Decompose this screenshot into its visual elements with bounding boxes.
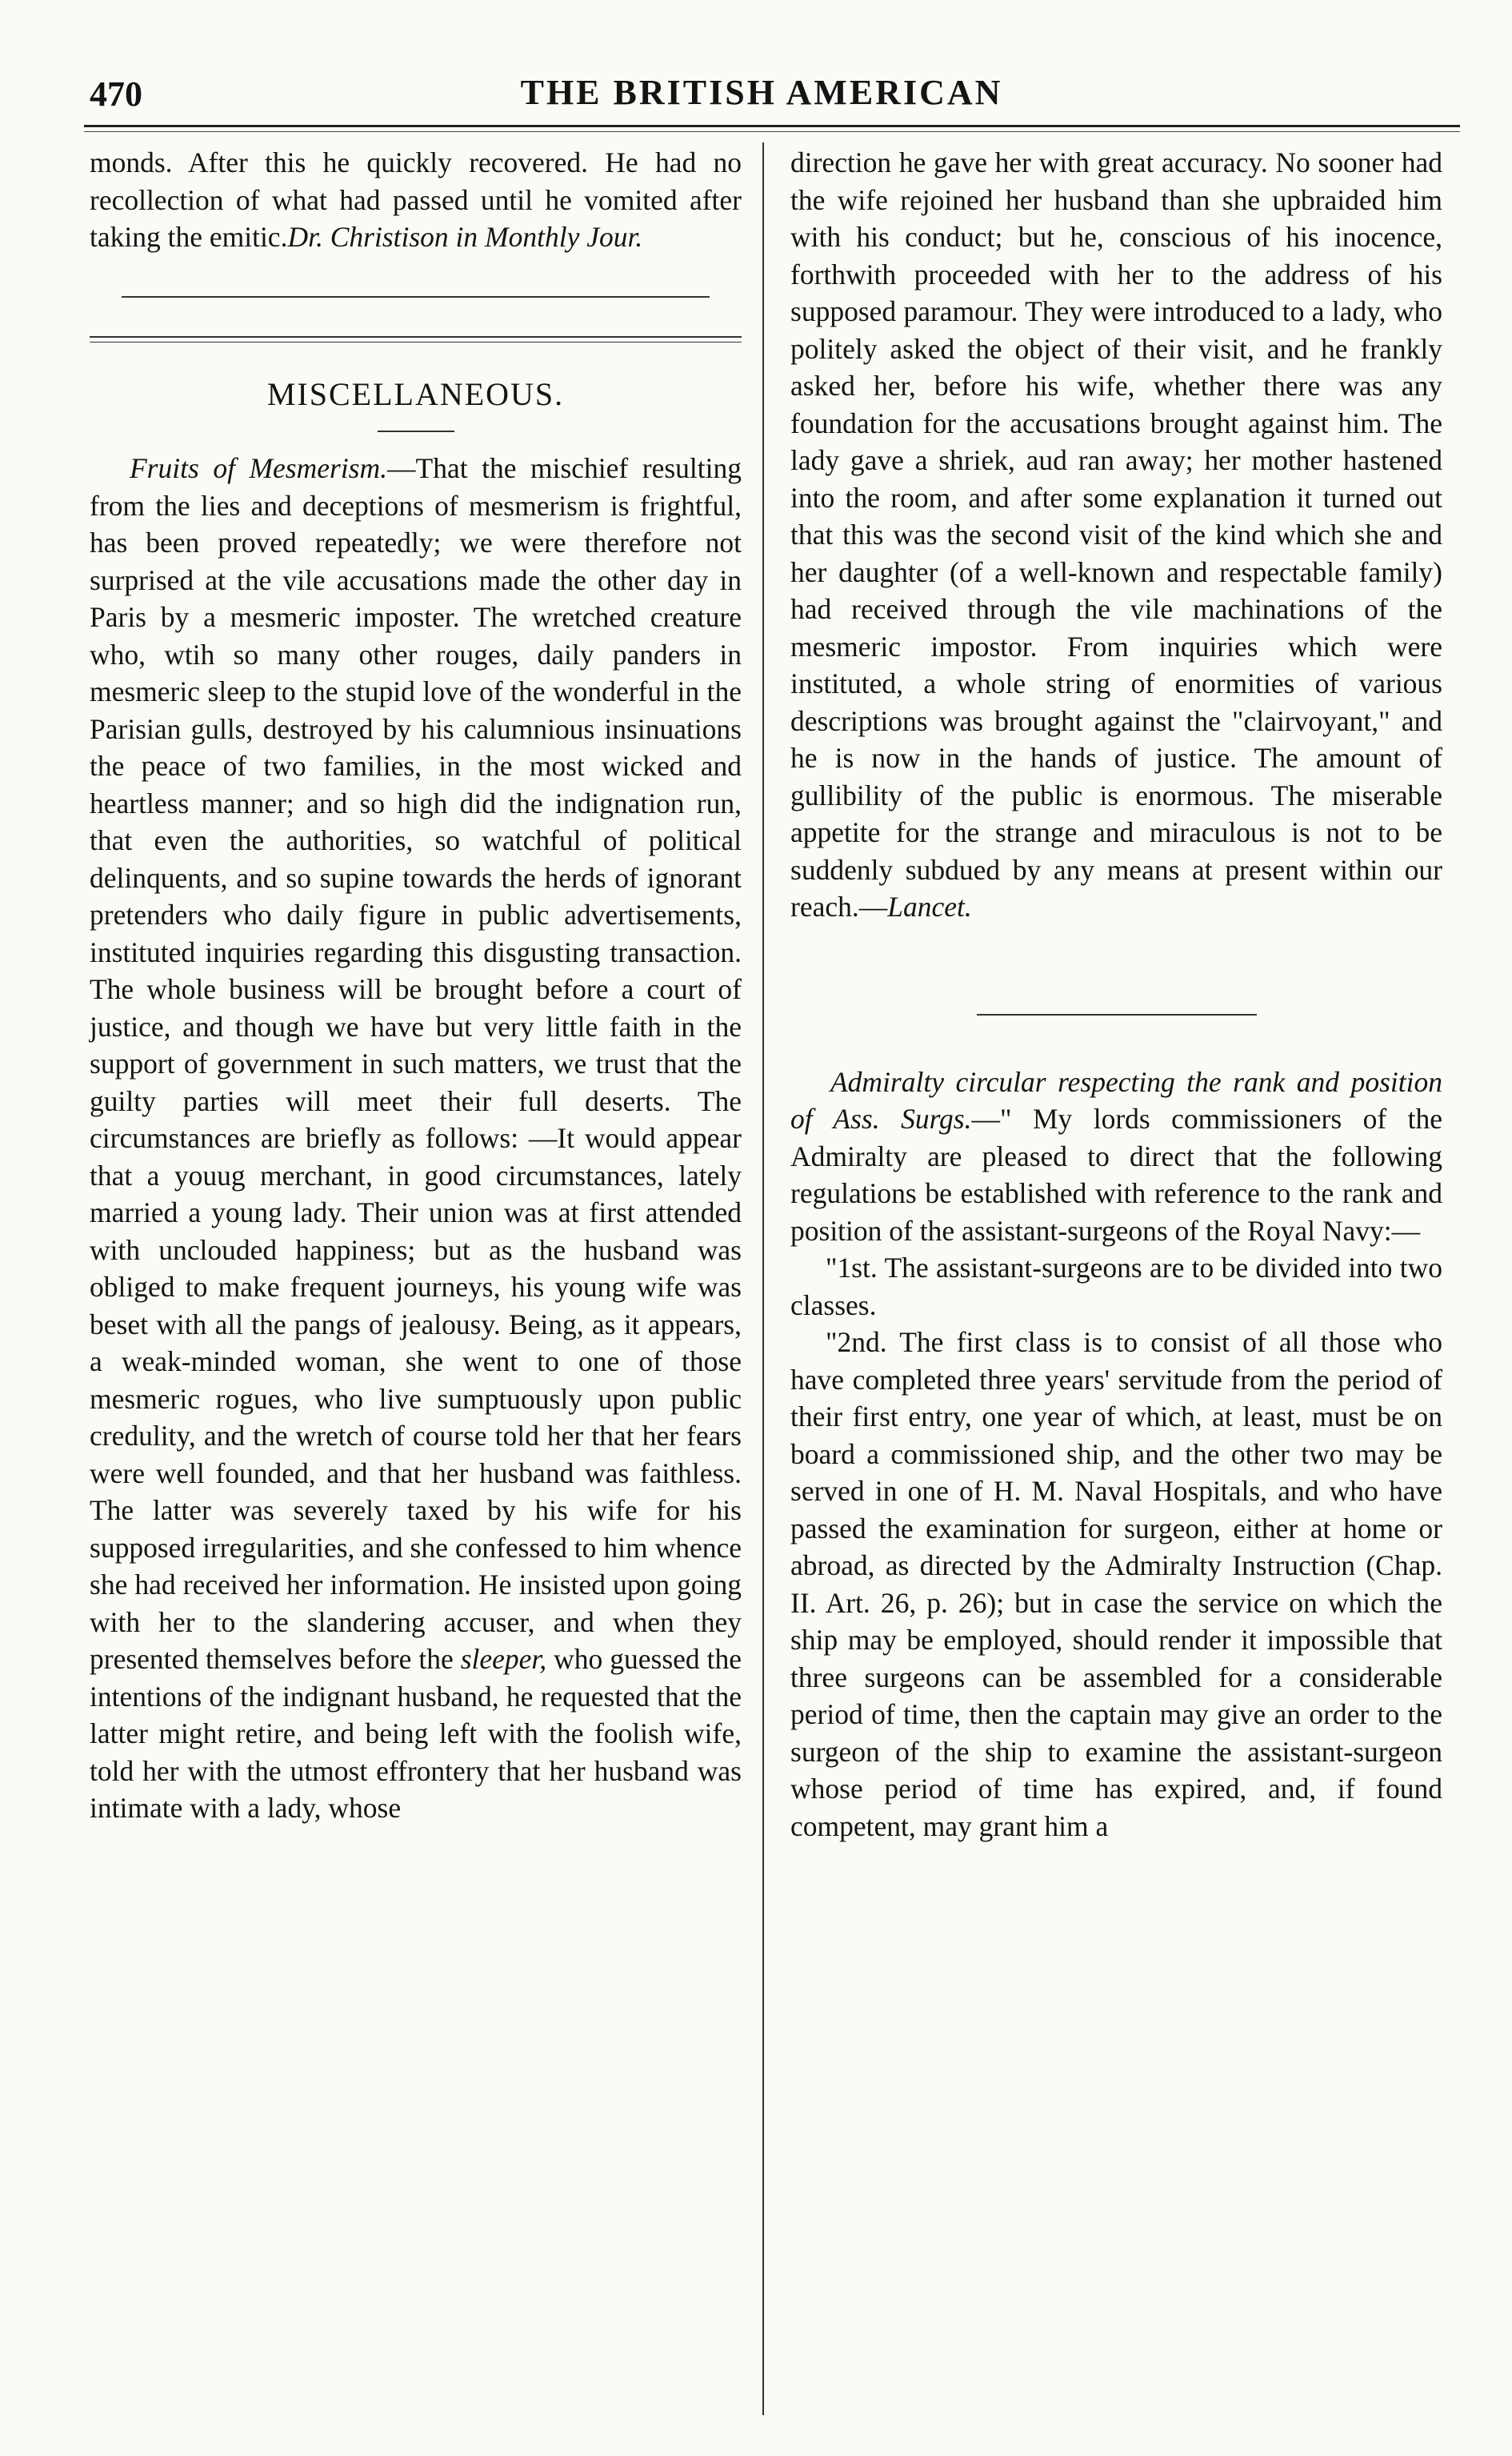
page-number: 470 [90,74,142,114]
page-header [74,69,1450,117]
header-rule-thin [84,131,1460,132]
article-body: —That the mischief resulting from the lies and deceptions of mesmerism is frightful, has been proved repeatedly; we were therefore not surprised at the vile accusations made the other day in Paris by a mesmeric imposter. The wretched creature who, wtih so many other rouges, daily panders in mesmeric sleep to the stupid love of the wonderful in the Parisian gulls, destroyed by his calumnious insinuations the peace of two families, in the most wicked and heartless manner; and so high did the indignation run, that even the authorities, so watchful of political delinquents, and so supine towards the herds of ignorant pretenders who daily figure in public advertisements, instituted inquiries regarding this disgusting transaction. The whole business will be brought before a court of justice, and though we have but very little faith in the support of government in such matters, we trust that the guilty parties will meet their full deserts. The circumstances are briefly as follows: —It would appear that a youug merchant, in good circumstances, lately married a young lady. Their union was at first attended with unclouded happiness; but as the husband was obliged to make frequent journeys, his young wife was beset with all the pangs of jealousy. Being, as it appears, a weak-minded woman, she went to one of those mesmeric rogues, who live sumptuously upon public credulity, and the wretch of course told her that her fears were well founded, and that her husband was faithless. The latter was severely taxed by his wife for his supposed irregularities, and she confessed to him whence she had received her information. He insisted upon going with her to the slandering accuser, and when they presented themselves before the [90,452,742,1675]
continued-paragraph [90,144,742,256]
continued-article-text: direction he gave her with great accuracy. No sooner had the wife rejoined her husband than she upbraided him with his conduct; but he, conscious of his inocence, forthwith proceeded with her to the address of his supposed paramour. They were introduced to a lady, who politely asked the object of their visit, and he frankly asked her, before his wife, whether there was any foundation for the accusations brought against him. The lady gave a shriek, aud ran away; her mother hastened into the room, and after some explanation it turned out that this was the second visit of the kind which she and her daughter (of a well-known and respectable family) had received through the vile machinations of the mesmeric impostor. From inquiries which were instituted, a whole string of enormities of various descriptions was brought against the "clairvoyant," and he is now in the hands of justice. The amount of gullibility of the public is enormous. The miserable appetite for the strange and miraculous is not to be suddenly subdued by any means at present within our reach.— [790,146,1442,923]
article-paragraph: "1st. The assistant-surgeons are to be divided into two classes. [790,1252,1442,1321]
article-source: Lancet. [887,891,972,923]
section-double-rule [90,336,742,343]
section-heading: MISCELLANEOUS. [266,375,565,412]
continued-text: monds. After this he quickly recovered. He had no recollection of what had passed until he vomited after taking the emitic. [90,146,742,253]
article-title: Admiralty circular respecting the rank and position of Ass. Surgs. [790,1065,1442,1135]
column-divider [762,142,764,2415]
article-title: Fruits of Mesmerism. [130,452,388,484]
article-paragraph [790,1064,1442,1250]
header-rule [84,125,1460,127]
article-body-end: who guessed the intentions of the indignant husband, he requested that the latter might retire, and being left with the foolish wife, told her with the utmost effrontery that her husband was intimate with a lady, whose [90,1643,742,1824]
continued-article-paragraph [790,144,1442,926]
continued-source: Dr. Christison in Monthly Jour. [287,221,643,253]
article-end-rule [122,296,710,298]
article-intro: —" My lords commissioners of the Admiralty are pleased to direct that the following regulations be established with reference to the rank and position of the assistant-surgeons of the Royal Navy:— [790,1103,1443,1247]
article-paragraph: "2nd. The first class is to consist of all those who have completed three years' servitude from the period of their first entry, one year of which, at least, must be on board a commissioned ship, and the other two may be served in one of H. M. Naval Hospitals, and who have passed the examination for surgeon, either at home or abroad, as directed by the Admiralty Instruction (Chap. II. Art. 26, p. 26); but in case the service on which the ship may be employed, should render it impossible that three surgeons can be assembled for a considerable period of time, then the captain may give an order to the surgeon of the ship to examine the assistant-surgeon whose period of time has expired, and, if found competent, may grant him a [790,1326,1442,1842]
right-column [790,144,1442,1845]
heading-rule [378,431,454,432]
article-paragraph [90,450,742,1827]
running-title: THE BRITISH AMERICAN [520,73,1003,112]
left-column [90,144,742,1827]
article-separator-rule [977,1014,1257,1016]
article-italic-word: sleeper, [460,1643,547,1675]
